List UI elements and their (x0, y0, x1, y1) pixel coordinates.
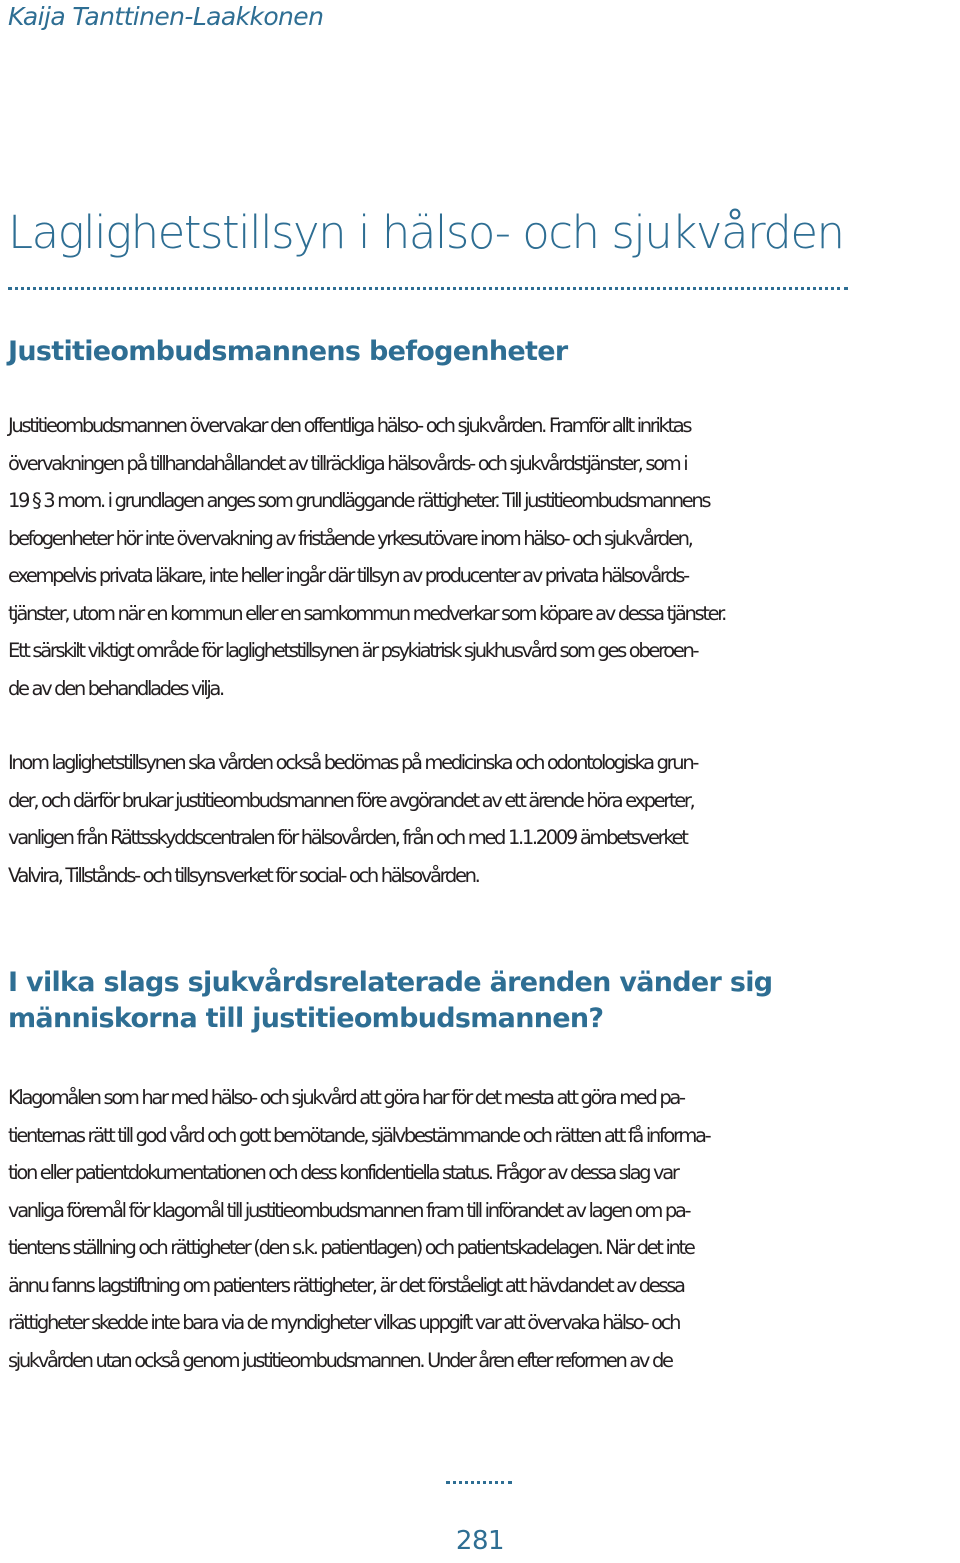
title-dotted-divider (8, 287, 848, 290)
body-paragraph-3 (8, 1079, 958, 1379)
text-line: tion eller patientdokumentationen och dess konfidentiella status. Frågor av dessa slag var (8, 1161, 678, 1184)
text-line: Ett särskilt viktigt område för laglighetstillsynen är psykiatrisk sjukhusvård som ges oberoen- (8, 639, 698, 662)
text-line: tienternas rätt till god vård och gott bemötande, självbestämmande och rätten att få informa- (8, 1123, 710, 1147)
footer-dotted-divider (446, 1481, 512, 1484)
text-line: der, och därför brukar justitieombudsmannen före avgörandet av ett ärende höra experter, (8, 788, 694, 812)
text-line: 19 § 3 mom. i grundlagen anges som grundläggande rättigheter. Till justitieombudsmannens (8, 489, 710, 512)
text-line: exempelvis privata läkare, inte heller ingår där tillsyn av producenter av privata hälsovårds- (8, 564, 688, 587)
heading-line: I vilka slags sjukvårdsrelaterade ärenden vänder sig (8, 967, 773, 998)
text-line: tientens ställning och rättigheter (den s.k. patientlagen) och patientskadelagen. När det inte (8, 1236, 694, 1259)
text-line: tjänster, utom när en kommun eller en samkommun medverkar som köpare av dessa tjänster. (8, 601, 726, 625)
body-paragraph-1 (8, 407, 958, 707)
section-heading-arenden (8, 965, 772, 1037)
text-line: de av den behandlades vilja. (8, 676, 223, 700)
text-line: Justitieombudsmannen övervakar den offentliga hälso- och sjukvården. Framför allt inriktas (8, 414, 691, 437)
text-line: övervakningen på tillhandahållandet av tillräckliga hälsovårds- och sjukvårdstjänster, som i (8, 451, 687, 475)
text-line: vanligen från Rättsskyddscentralen för hälsovården, från och med 1.1.2009 ämbetsverket (8, 826, 687, 849)
text-line: befogenheter hör inte övervakning av fristående yrkesutövare inom hälso- och sjukvården, (8, 526, 692, 550)
text-line: Inom laglighetstillsynen ska vården också bedömas på medicinska och odontologiska grun- (8, 751, 698, 774)
text-line: Klagomålen som har med hälso- och sjukvård att göra har för det mesta att göra med pa- (8, 1086, 684, 1109)
page-title: Laglighetstillsyn i hälso- och sjukvården (8, 206, 844, 259)
body-paragraph-2 (8, 744, 958, 894)
text-line: vanliga föremål för klagomål till justitieombudsmannen fram till införandet av lagen om pa- (8, 1198, 690, 1222)
text-line: ännu fanns lagstiftning om patienters rättigheter, är det förståeligt att hävdandet av dessa (8, 1273, 684, 1297)
section-heading-befogenheter: Justitieombudsmannens befogenheter (8, 336, 568, 367)
text-line: sjukvården utan också genom justitieombudsmannen. Under åren efter reformen av de (8, 1348, 672, 1372)
author-name: Kaija Tanttinen-Laakkonen (8, 2, 324, 31)
heading-line: människorna till justitieombudsmannen? (8, 1003, 604, 1034)
text-line: rättigheter skedde inte bara via de myndigheter vilkas uppgift var att övervaka hälso- och (8, 1311, 680, 1334)
page-number: 281 (455, 1526, 505, 1556)
text-line: Valvira, Tillstånds- och tillsynsverket för social- och hälsovården. (8, 863, 479, 887)
